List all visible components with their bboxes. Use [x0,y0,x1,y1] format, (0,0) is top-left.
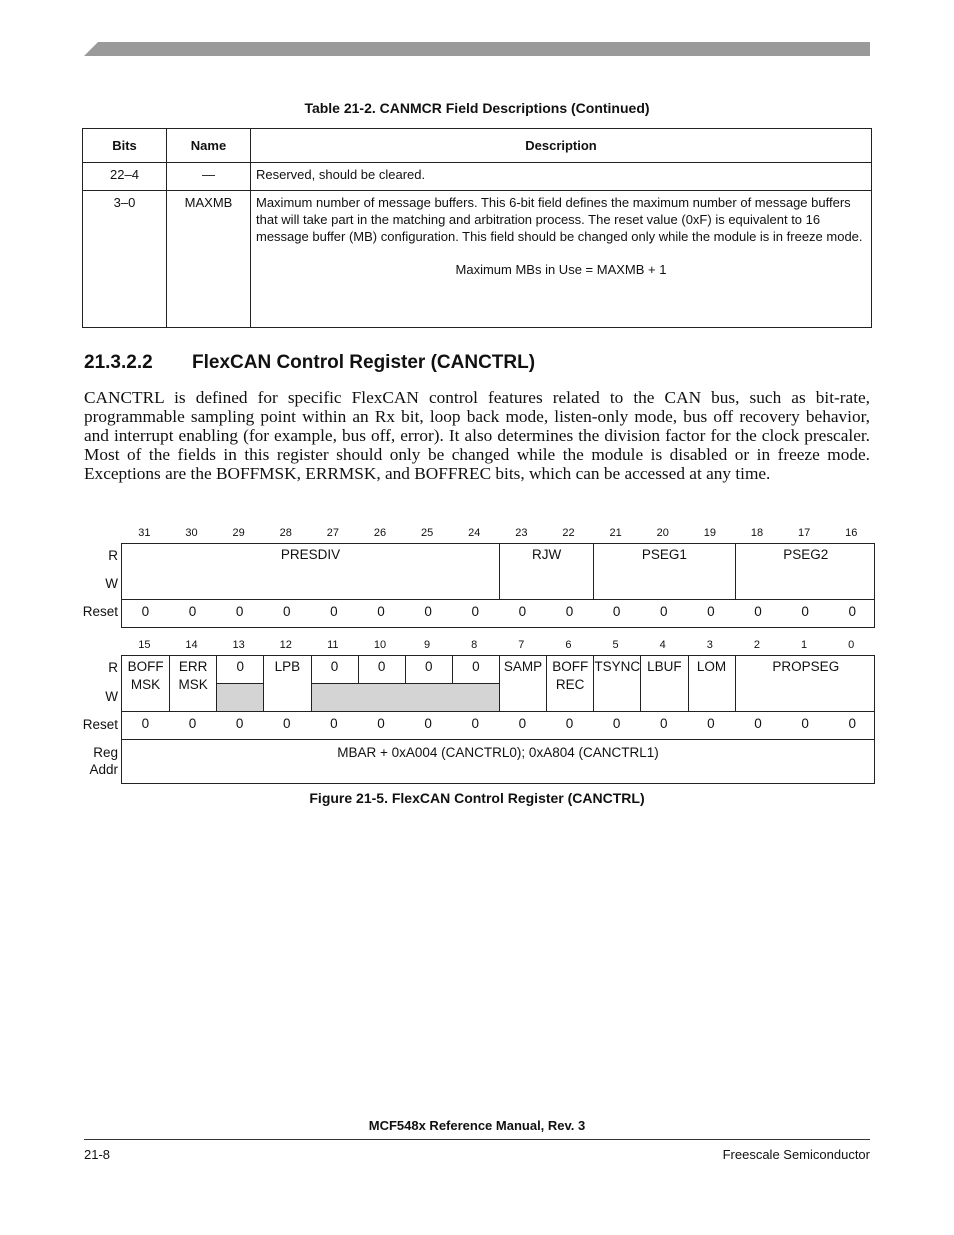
register-field [593,544,734,599]
register-field [688,656,735,711]
bit-number: 6 [565,639,572,651]
bit-number: 21 [609,527,622,539]
shade-joint [358,684,360,711]
bit-number: 2 [753,639,761,651]
reset-value: 0 [471,604,479,619]
reset-value: 0 [801,604,809,619]
field-name: LBUF [647,659,682,674]
page-number: 21-8 [84,1147,111,1162]
reset-value: 0 [141,716,150,731]
register-field [122,656,169,711]
reset-value: 0 [659,604,668,619]
reset-value: 0 [235,604,244,619]
reserved-shade [359,683,405,711]
reset-value: 0 [707,604,715,619]
reset-value: 0 [754,604,762,619]
reserved-shade [312,683,358,711]
field-name: PSEG2 [783,547,829,562]
register-field [358,656,405,711]
reserved-shade [217,683,263,711]
body-paragraph: CANCTRL is defined for specific FlexCAN control features related to the CAN bus, such as bit-rate, programmable sampling point within an Rx bit, loop back mode, listen-only mode, bus off recovery behavior, and interrupt enabling (for example, bus off, error). It also determines the division factor for the clock prescaler. Most of the fields in this register should only be changed while the module is disabled or in freeze mode. Exceptions are the BOFFMSK, ERRMSK, and BOFFREC bits, which can be accessed at any time. [84,388,870,483]
bit-number: 31 [138,527,151,539]
reset-value: 0 [424,716,432,731]
bit-number: 26 [373,527,387,539]
reset-value: 0 [659,716,668,731]
row-label-r: R [108,660,118,675]
reset-value: 0 [188,716,197,731]
field-name: RJW [532,547,562,562]
shade-joint [452,684,454,711]
reset-value: 0 [188,604,197,619]
register-upper-reset [121,599,875,628]
reset-value: 0 [612,604,621,619]
bit-number: 4 [659,639,666,651]
section-heading [84,352,535,374]
field-name: PRESDIV [280,547,341,562]
name-cell: — [167,163,251,191]
reset-value: 0 [801,716,809,731]
field-name: LPB [274,659,301,674]
bit-number: 11 [327,639,339,651]
row-label-reset: Reset [82,604,118,619]
row-label-r: R [108,548,118,563]
register-field [640,656,687,711]
field-name: 0 [472,659,480,674]
table-header-row [83,129,872,163]
reset-value: 0 [471,716,479,731]
register-field [405,656,452,711]
bit-number: 22 [562,527,575,539]
reset-value: 0 [612,716,621,731]
register-upper-fields [121,543,875,600]
bit-number: 18 [750,527,764,539]
footer-divider [84,1139,870,1140]
field-name: LOM [696,659,727,674]
bit-number: 24 [468,527,481,539]
bit-number: 23 [515,527,528,539]
bit-number: 9 [424,639,431,651]
bit-number: 17 [797,527,811,539]
register-field [311,656,358,711]
register-field [263,656,310,711]
table-row [83,163,872,191]
reset-value: 0 [424,604,432,619]
reset-value: 0 [330,604,338,619]
description-cell [251,191,872,328]
reserved-shade [406,683,452,711]
reset-value: 0 [565,604,574,619]
bit-number: 19 [703,527,716,539]
field-name: PSEG1 [641,547,687,562]
bit-number: 7 [518,639,525,651]
register-field [216,656,263,711]
register-field [546,656,593,711]
reset-value: 0 [330,716,338,731]
field-name: 0 [377,659,386,674]
description-text: Maximum number of message buffers. This 6-bit field defines the maximum number of message buffers that will take part in the matching and arbitration process. The reset value (0xF) is equivalent to 16 message buffer (MB) configuration. This field should be changed only while the module is in freeze mode. [256,195,863,244]
figure-caption: Figure 21-5. FlexCAN Control Register (CANCTRL) [309,790,645,806]
register-address: MBAR + 0xA004 (CANCTRL0); 0xA804 (CANCTRL1) [121,739,875,784]
bits-cell: 3–0 [83,191,167,328]
bit-number: 3 [706,639,713,651]
bit-number: 0 [848,639,855,651]
row-label-w: W [105,576,118,591]
name-cell: MAXMB [167,191,251,328]
register-field [735,544,876,599]
reset-value: 0 [282,604,291,619]
register-lower-reset [121,711,875,740]
bit-number: 5 [612,639,619,651]
row-label-w: W [105,689,118,704]
bits-cell: 22–4 [83,163,167,191]
field-name: 0 [236,659,245,674]
field-name: 0 [425,659,433,674]
reset-value: 0 [141,604,150,619]
bit-number: 27 [326,527,339,539]
field-name: TSYNC [594,659,641,674]
bit-number: 10 [373,639,387,651]
field-name: BOFF REC [552,659,589,692]
reset-value: 0 [707,716,715,731]
field-description-table [82,128,872,328]
row-label-reg: Reg [93,745,118,760]
header-bar [84,42,870,56]
bit-number: 12 [279,639,292,651]
field-name: 0 [330,659,339,674]
shade-joint [405,684,407,711]
register-field [593,656,640,711]
register-field [499,544,593,599]
reset-value: 0 [377,716,385,731]
reset-value: 0 [754,716,762,731]
reset-value: 0 [565,716,574,731]
section-number: 21.3.2.2 [84,352,153,373]
field-name: PROPSEG [772,659,840,674]
bit-number: 29 [232,527,245,539]
bit-number: 30 [185,527,198,539]
reset-value: 0 [377,604,385,619]
column-header-bits: Bits [83,129,167,163]
bit-number: 1 [801,639,808,651]
bit-number: 14 [185,639,198,651]
register-field [169,656,216,711]
section-title: FlexCAN Control Register (CANCTRL) [192,352,536,373]
reset-value: 0 [848,604,856,619]
table-row [83,191,872,328]
reset-value: 0 [235,716,244,731]
bit-number: 8 [471,639,478,651]
row-label-addr: Addr [89,762,118,777]
field-name: BOFF MSK [127,659,164,692]
register-field [122,544,499,599]
bit-number: 25 [420,527,434,539]
bit-number: 15 [138,639,151,651]
bit-number: 28 [279,527,292,539]
column-header-name: Name [167,129,251,163]
field-name: SAMP [503,659,543,674]
reset-value: 0 [518,716,527,731]
field-name: ERR MSK [178,659,208,692]
table-caption: Table 21-2. CANMCR Field Descriptions (Continued) [304,100,650,116]
footer-title: MCF548x Reference Manual, Rev. 3 [368,1118,586,1133]
bit-number: 13 [232,639,245,651]
register-lower-fields [121,655,875,712]
column-header-description: Description [251,129,872,163]
reset-value: 0 [848,716,856,731]
bit-number: 20 [656,527,669,539]
formula-text: Maximum MBs in Use = MAXMB + 1 [455,262,667,277]
bit-number: 16 [845,527,858,539]
register-field [499,656,546,711]
register-field [452,656,499,711]
description-cell: Reserved, should be cleared. [251,163,872,191]
register-field [735,656,876,711]
reset-value: 0 [282,716,291,731]
company-name: Freescale Semiconductor [722,1147,870,1162]
reset-value: 0 [518,604,527,619]
row-label-reset: Reset [82,717,118,732]
reserved-shade [453,683,499,711]
